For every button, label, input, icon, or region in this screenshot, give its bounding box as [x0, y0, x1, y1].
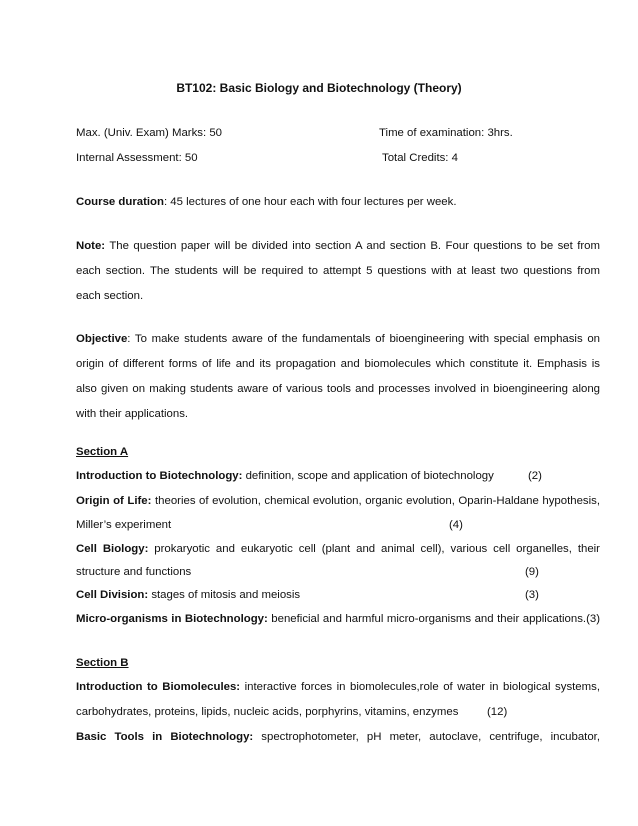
cell-biology-label: Cell Biology: [76, 543, 149, 555]
max-marks: Max. (Univ. Exam) Marks: 50 [76, 127, 222, 139]
objective-line-1 [76, 332, 600, 346]
intro-biomolecules-text: interactive forces in biomolecules,role of water in biological systems, [240, 681, 600, 693]
origin-of-life-label: Origin of Life: [76, 495, 152, 507]
basic-tools [76, 730, 600, 744]
page-title: BT102: Basic Biology and Biotechnology (Theory) [176, 81, 462, 95]
course-duration-text: : 45 lectures of one hour each with four lectures per week. [163, 196, 457, 208]
micro-organisms-text: beneficial and harmful micro-organisms and their applications.(3) [267, 613, 600, 625]
objective-line-2: origin of different forms of life and its propagation and biomolecules which constitute it. Emphasis is [76, 358, 600, 370]
note-label: Note: [76, 240, 106, 252]
cell-biology-text: prokaryotic and eukaryotic cell (plant and animal cell), various cell organelles, their [148, 543, 600, 555]
cell-division [76, 588, 300, 602]
exam-time: Time of examination: 3hrs. [379, 127, 513, 139]
intro-biotech-label: Introduction to Biotechnology: [76, 470, 243, 482]
note-text-1: The question paper will be divided into section A and section B. Four questions to be set from [105, 240, 600, 252]
intro-biomolecules-label: Introduction to Biomolecules: [76, 681, 241, 693]
cell-division-label: Cell Division: [76, 589, 149, 601]
basic-tools-label: Basic Tools in Biotechnology: [76, 731, 254, 743]
cell-division-marks: (3) [525, 589, 539, 601]
objective-line-4: with their applications. [76, 408, 189, 420]
intro-biotech-marks: (2) [528, 470, 542, 482]
intro-biotech-text: definition, scope and application of biotechnology [242, 470, 494, 482]
section-b-heading: Section B [76, 657, 129, 669]
origin-of-life-text: theories of evolution, chemical evolution, organic evolution, Oparin-Haldane hypothesis, [151, 495, 601, 507]
micro-organisms-label: Micro-organisms in Biotechnology: [76, 613, 268, 625]
basic-tools-text: spectrophotometer, pH meter, autoclave, centrifuge, incubator, [253, 731, 600, 743]
objective-text-1: : To make students aware of the fundamentals of bioengineering with special emphasis on [127, 333, 600, 345]
objective-line-3: also given on making students aware of various tools and processes involved in bioengineering along [76, 383, 600, 395]
internal-assessment: Internal Assessment: 50 [76, 152, 198, 164]
cell-division-text: stages of mitosis and meiosis [148, 589, 301, 601]
intro-biomolecules-marks: (12) [487, 706, 508, 718]
intro-biomolecules [76, 680, 600, 694]
note-line-3: each section. [76, 290, 144, 302]
course-duration [76, 195, 457, 209]
origin-of-life-line-2: Miller’s experiment [76, 519, 172, 531]
total-credits: Total Credits: 4 [382, 152, 458, 164]
intro-biotech [76, 469, 494, 483]
cell-biology-marks: (9) [525, 566, 539, 578]
origin-of-life [76, 494, 600, 508]
micro-organisms [76, 612, 600, 626]
cell-biology [76, 542, 600, 556]
section-a-heading: Section A [76, 446, 129, 458]
note-line-2: each section. The students will be required to attempt 5 questions with at least two questions from [76, 265, 600, 277]
origin-of-life-marks: (4) [449, 519, 463, 531]
note-line-1 [76, 239, 600, 253]
cell-biology-line-2: structure and functions [76, 566, 192, 578]
course-duration-label: Course duration [76, 196, 164, 208]
intro-biomolecules-line-2: carbohydrates, proteins, lipids, nucleic acids, porphyrins, vitamins, enzymes [76, 706, 459, 718]
objective-label: Objective [76, 333, 128, 345]
